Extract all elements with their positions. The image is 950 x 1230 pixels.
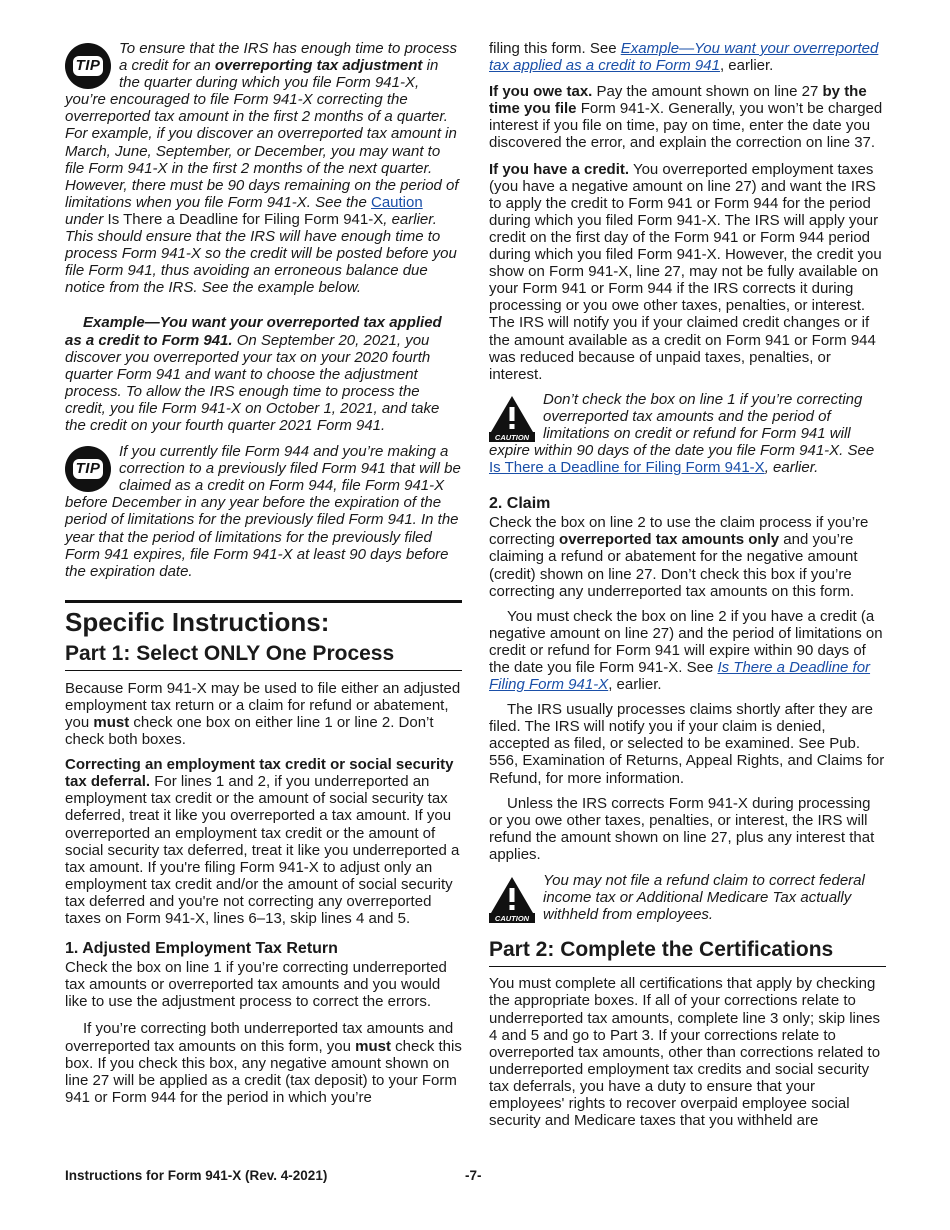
tip-notice-2	[65, 443, 462, 580]
deadline-link-2[interactable]: Is There a Deadline for Filing Form 941-X	[489, 659, 871, 694]
section-2-title: 2. Claim	[489, 495, 551, 513]
section-2-p1: Check the box on line 2 to use the claim process if you’re correcting overreported tax amounts only and you’re claiming a refund or abatement for the negative amount (credit) shown on line 27. Don’t check this box if you’re correcting any underreported tax amounts on this form.	[489, 514, 869, 600]
part2-title: Part 2: Complete the Certifications	[489, 937, 886, 967]
example-link[interactable]: Example—You want your overreported tax applied as a credit to Form 941	[489, 40, 879, 75]
page-footer	[65, 1168, 885, 1183]
section-2-p4: Unless the IRS corrects Form 941-X during processing or you owe other taxes, penalties, or interest, the IRS will refund the amount shown on line 27, plus any interest that applies.	[489, 794, 875, 863]
page-number: -7-	[465, 1168, 482, 1183]
caution-icon	[489, 394, 535, 442]
credit-deferral-paragraph: Correcting an employment tax credit or social security tax deferral. For lines 1 and 2, if you underreported an employment tax credit or the amount of social security tax deferred, treat it like you overreported a tax amount. If you overreported an employment tax credit or the amount of social security tax deferred, treat it like you underreported a tax amount. If you're filing Form 941-X to adjust only an employment tax credit and/or the amount of social security tax deferred and you're not correcting any overreported taxes on Form 941-X, lines 6–13, skip lines 4 and 5.	[65, 756, 460, 928]
caution-notice-2	[489, 872, 886, 923]
footer-title: Instructions for Form 941-X (Rev. 4-2021)	[65, 1168, 328, 1183]
caution-1-text: Don’t check the box on line 1 if you’re correcting overreported tax amounts and the period of limitations on credit or refund for Form 941 will expire within 90 days of the date you file Form 941-X. See Is There a Deadline for Filing Form 941-X, earlier.	[489, 390, 875, 477]
tip-icon: TIP	[65, 43, 111, 89]
credit-paragraph: If you have a credit. You overreported employment taxes (you have a negative amount on line 27) and want the IRS to apply the credit to Form 941 or Form 944 for the period during which you filed Form 941-X. The IRS will apply your credit on the first day of the Form 941 or Form 944 period during which you filed Form 941-X. However, the credit you show on Form 941-X, line 27, may not be fully available on your Form 941 or Form 944 if the IRS corrects it during processing or you owe other taxes, penalties, or interest. The IRS will notify you if your claimed credit changes or if the amount available as a credit on Form 941 or Form 944 was reduced because of unpaid taxes, penalties, or interest.	[489, 160, 882, 383]
section-1-p1: Check the box on line 1 if you’re correcting underreported tax amounts or overreported tax amounts and you would like to use the adjustment process to correct the errors.	[65, 959, 447, 1011]
part1-title: Part 1: Select ONLY One Process	[65, 641, 462, 671]
part1-intro: Because Form 941-X may be used to file either an adjusted employment tax return or a claim for refund or abatement, you must check one box on either line 1 or line 2. Don’t check both boxes.	[65, 679, 461, 749]
caution-link[interactable]: Caution	[370, 193, 423, 211]
tip-2-text: If you currently file Form 944 and you’re making a correction to a previously filed Form 941 that will be claimed as a credit on Form 944, file Form 941-X before December in any year before the expiration of the period of limitations for the previously filed Form 941. In the year that the period of limitations for the previously filed Form 941 expires, file Form 941-X at least 90 days before the expiration date.	[65, 443, 461, 580]
section-2-p2: You must check the box on line 2 if you have a credit (a negative amount on line 27) and the period of limitations on credit or refund for Form 941 will expire within 90 days of the date you file Form 941-X. See Is There a Deadline for Filing Form 941-X, earlier.	[489, 607, 883, 694]
section-1-title: 1. Adjusted Employment Tax Return	[65, 940, 338, 958]
deadline-link[interactable]: Is There a Deadline for Filing Form 941-X	[489, 459, 765, 477]
continued-paragraph: filing this form. See Example—You want your overreported tax applied as a credit to Form 941, earlier.	[489, 40, 879, 75]
caution-2-text: You may not file a refund claim to correct federal income tax or Additional Medicare Tax actually withheld from employees.	[543, 872, 865, 924]
svg-text:CAUTION: CAUTION	[494, 432, 530, 442]
specific-instructions-title: Specific Instructions:	[65, 600, 462, 637]
section-2-p3: The IRS usually processes claims shortly after they are filed. The IRS will notify you if your claim is denied, accepted as filed, or selected to be examined. See Pub. 556, Examination of Returns, Appeal Rights, and Claims for Refund, for more information.	[489, 701, 885, 787]
tip-icon: TIP	[65, 446, 111, 492]
part2-paragraph: You must complete all certifications that apply by checking the appropriate boxes. If all of your corrections relate to underreported tax amounts, complete line 3 only; skip lines 4 and 5 and go to Part 3. If your corrections relate to overreported tax amounts, other than corrections related to underreported employment tax credits and social security tax deferrals, you have a duty to ensure that your employees' rights to recover overpaid employee social security and Medicare taxes that you withheld are	[489, 975, 881, 1130]
section-1-p2: If you’re correcting both underreported tax amounts and overreported tax amounts on this form, you must check this box. If you check this box, any negative amount shown on line 27 will be applied as a credit (tax deposit) to your Form 941 or Form 944 for the period in which you’re	[65, 1020, 462, 1106]
tip-1-text: To ensure that the IRS has enough time to process a credit for an overreporting tax adjustment in the quarter during which you file Form 941-X, you’re encouraged to file Form 941-X correcting the overreported tax amount in the first 2 months of a quarter. For example, if you discover an overreported tax amount in March, June, September, or December, you may want to file Form 941-X in the first 2 months of the next quarter. However, there must be 90 days remaining on the period of limitations when you file Form 941-X. See the Caution under Is There a Deadline for Filing Form 941-X, earlier. This should ensure that the IRS will have enough time to process Form 941-X so the credit will be posted before you file Form 941, thus avoiding an erroneous balance due notice from the IRS. See the example below.	[65, 40, 459, 297]
caution-icon	[489, 875, 535, 923]
right-column	[489, 40, 886, 1129]
owe-tax-paragraph: If you owe tax. Pay the amount shown on line 27 by the time you file Form 941-X. Generally, you won’t be charged interest if you file on time, pay on time, enter the date you discovered the error, and explain the correction on line 37.	[489, 83, 883, 152]
example-paragraph: Example—You want your overreported tax applied as a credit to Form 941. On September 20, 2021, you discover you overreported your tax on your 2020 fourth quarter Form 941 and want to choose the adjustment process. To allow the IRS enough time to process the credit, you file Form 941-X on October 1, 2021, and take the credit on your fourth quarter 2021 Form 941.	[65, 314, 442, 434]
left-column	[65, 40, 462, 1106]
tip-notice-1	[65, 40, 462, 296]
svg-text:CAUTION: CAUTION	[494, 914, 530, 924]
caution-notice-1	[489, 391, 886, 476]
